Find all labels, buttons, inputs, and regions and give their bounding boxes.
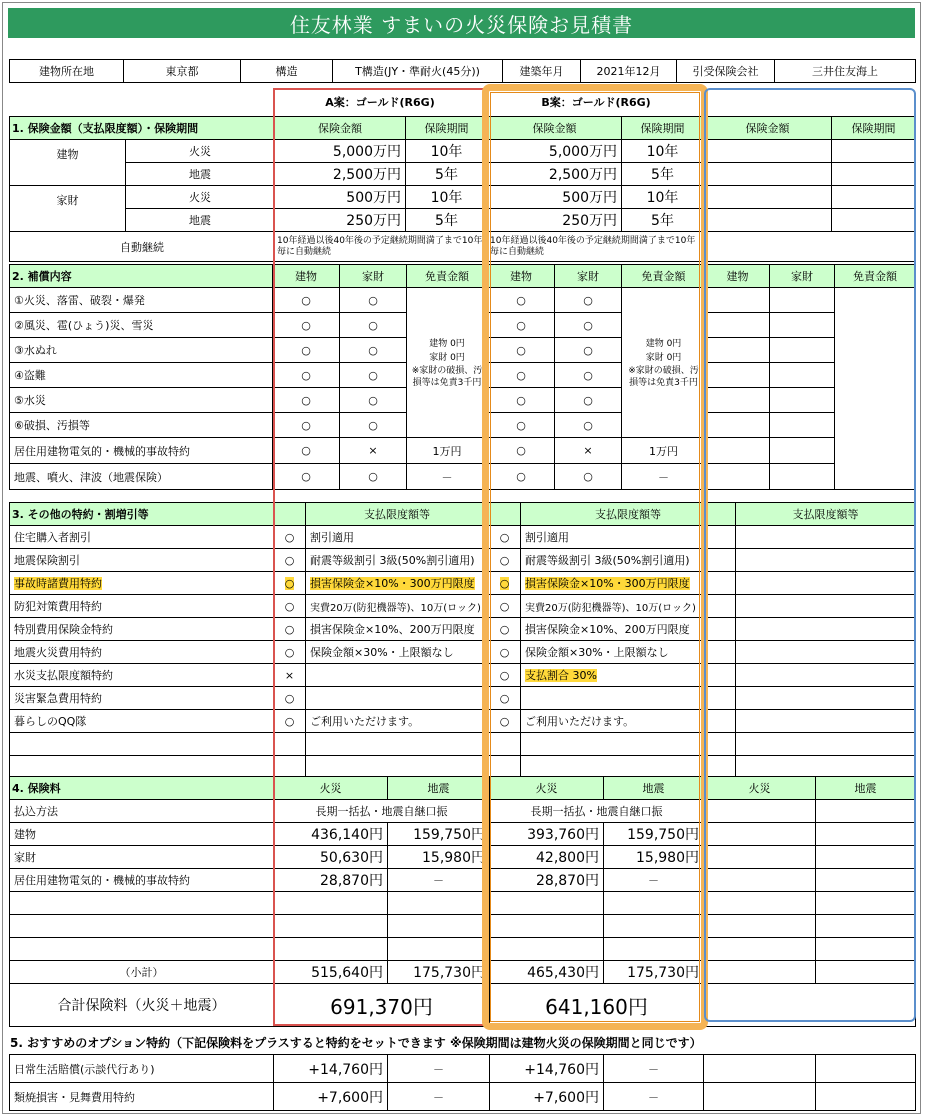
coverage-item: ②風災、雹(ひょう)災、雪災 — [10, 313, 273, 338]
b-subtotal-quake: 175,730円 — [604, 961, 704, 984]
option-text — [521, 687, 736, 710]
option-text: 損害保険金×10%、200万円限度 — [521, 618, 736, 641]
a-building-fire-period: 10年 — [406, 140, 488, 163]
b-contents-fire-period: 10年 — [622, 186, 704, 209]
mark: ○ — [274, 618, 306, 641]
a-contents-fire-period: 10年 — [406, 186, 488, 209]
rec-option-label: 類焼損害・見舞費用特約 — [10, 1083, 274, 1111]
section2-title: 2. 補償内容 — [10, 265, 273, 288]
premium-value: 28,870円 — [274, 869, 388, 892]
premium-label: 居住用建物電気的・機械的事故特約 — [10, 869, 274, 892]
deduct-value: － — [407, 464, 488, 490]
option-text: 耐震等級割引 3級(50%割引適用) — [521, 549, 736, 572]
mark: ○ — [340, 413, 407, 438]
pay-method-label: 払込方法 — [10, 800, 274, 823]
section5-title: 5. おすすめのオプション特約（下記保険料をプラスすると特約をセットできます ※保険期間は建物火災の保険期間と同じです） — [10, 1036, 702, 1050]
option-text: 耐震等級割引 3級(50%割引適用) — [306, 549, 489, 572]
mark: ○ — [273, 363, 340, 388]
mark: ○ — [274, 641, 306, 664]
b-building-quake-amount: 2,500万円 — [488, 163, 622, 186]
option-label: 暮らしのQQ隊 — [10, 710, 274, 733]
a-quake-header: 地震 — [388, 777, 490, 800]
option-text: ご利用いただけます。 — [306, 710, 489, 733]
mark: × — [274, 664, 306, 687]
mark: ○ — [273, 438, 340, 464]
a-amount-header: 保険金額 — [275, 117, 406, 140]
mark: × — [555, 438, 622, 464]
option-label: 住宅購入者割引 — [10, 526, 274, 549]
coverage-item: ③水ぬれ — [10, 338, 273, 363]
c-period-header: 保険期間 — [832, 117, 916, 140]
mark: ○ — [273, 388, 340, 413]
insurer-value: 三井住友海上 — [775, 60, 916, 83]
mark: ○ — [274, 526, 306, 549]
b-building-quake-period: 5年 — [622, 163, 704, 186]
mark: ○ — [340, 288, 407, 313]
coverage-item-quake: 地震、噴火、津波（地震保険） — [10, 464, 273, 490]
mark: ○ — [555, 338, 622, 363]
plan-a-label: A案：ゴールド(R6G) — [325, 96, 435, 109]
premium-table — [9, 776, 916, 1027]
info-table — [9, 59, 916, 83]
mark: ○ — [273, 338, 340, 363]
premium-value: 28,870円 — [490, 869, 604, 892]
b-quake-header: 地震 — [604, 777, 704, 800]
rec-option-a: +7,600円 — [274, 1083, 388, 1111]
page-title: 住友林業 すまいの火災保険お見積書 — [8, 8, 915, 38]
structure-value: T構造(JY・準耐火(45分)) — [333, 60, 503, 83]
premium-value: 159,750円 — [388, 823, 490, 846]
deduct-value: － — [622, 464, 706, 490]
mark: ○ — [488, 363, 555, 388]
mark: ○ — [274, 549, 306, 572]
a-pay-method: 長期一括払・地震自継口振 — [274, 800, 490, 823]
b-building-fire-period: 10年 — [622, 140, 704, 163]
b-contents-quake-period: 5年 — [622, 209, 704, 232]
mark: ○ — [274, 595, 306, 618]
mark: ○ — [340, 388, 407, 413]
recommended-options-table — [9, 1054, 916, 1111]
b-fire-header: 火災 — [490, 777, 604, 800]
option-text: 損害保険金×10%・300万円限度 — [310, 577, 475, 590]
mark: ○ — [488, 464, 555, 490]
mark: ○ — [274, 710, 306, 733]
b-contents-quake-amount: 250万円 — [488, 209, 622, 232]
option-label: 水災支払限度額特約 — [10, 664, 274, 687]
fire-label: 火災 — [126, 186, 275, 209]
b-deduct-note: ※家財の破損、汚損等は免責3千円 — [628, 365, 699, 388]
a-subtotal-quake: 175,730円 — [388, 961, 490, 984]
option-text — [306, 687, 489, 710]
location-label: 建物所在地 — [10, 60, 124, 83]
mark: × — [340, 438, 407, 464]
mark: ○ — [273, 313, 340, 338]
b-building-header: 建物 — [488, 265, 555, 288]
option-text: ご利用いただけます。 — [521, 710, 736, 733]
built-label: 建築年月 — [503, 60, 581, 83]
insurer-label: 引受保険会社 — [677, 60, 775, 83]
mark: ○ — [555, 388, 622, 413]
option-text: 保険金額×30%・上限額なし — [306, 641, 489, 664]
c-amount-header: 保険金額 — [704, 117, 832, 140]
a-building-fire-amount: 5,000万円 — [275, 140, 406, 163]
mark: ○ — [488, 413, 555, 438]
mark: ○ — [488, 388, 555, 413]
premium-value: 15,980円 — [604, 846, 704, 869]
b-total: 641,160円 — [490, 984, 704, 1027]
fire-label: 火災 — [126, 140, 275, 163]
option-text: 実費20万(防犯機器等)、10万(ロック) — [521, 595, 736, 618]
section1-title: 1. 保険金額（支払限度額）・保険期間 — [10, 117, 275, 140]
option-label: 地震火災費用特約 — [10, 641, 274, 664]
rec-option-b: +14,760円 — [490, 1055, 604, 1083]
premium-label: 建物 — [10, 823, 274, 846]
option-label: 地震保険割引 — [10, 549, 274, 572]
mark: ○ — [274, 687, 306, 710]
auto-renew-label: 自動継続 — [10, 232, 275, 262]
b-deduct-header: 免責金額 — [622, 265, 706, 288]
premium-value: 393,760円 — [490, 823, 604, 846]
option-text: 割引適用 — [306, 526, 489, 549]
coverage-item-elec: 居住用建物電気的・機械的事故特約 — [10, 438, 273, 464]
plan-b-label: B案：ゴールド(R6G) — [541, 96, 651, 109]
a-contents-fire-amount: 500万円 — [275, 186, 406, 209]
mark: ○ — [488, 338, 555, 363]
mark: ○ — [488, 438, 555, 464]
b-auto-renew: 10年経過以後40年後の予定継続期間満了まで10年毎に自動継続 — [488, 232, 704, 262]
mark: ○ — [340, 464, 407, 490]
mark: ○ — [489, 549, 521, 572]
mark: ○ — [489, 618, 521, 641]
a-period-header: 保険期間 — [406, 117, 488, 140]
location-value: 東京都 — [124, 60, 241, 83]
option-text: 損害保険金×10%、200万円限度 — [306, 618, 489, 641]
rec-option-b: +7,600円 — [490, 1083, 604, 1111]
mark: ○ — [555, 413, 622, 438]
section3-title: 3. その他の特約・割増引等 — [10, 503, 274, 526]
mark: ○ — [488, 313, 555, 338]
mark: ○ — [499, 576, 510, 590]
option-text: 支払割合 30% — [525, 669, 597, 682]
coverage-item: ⑤水災 — [10, 388, 273, 413]
premium-value: 42,800円 — [490, 846, 604, 869]
a-deduct-header: 免責金額 — [407, 265, 488, 288]
a-building-header: 建物 — [273, 265, 340, 288]
a-contents-quake-amount: 250万円 — [275, 209, 406, 232]
a-fire-header: 火災 — [274, 777, 388, 800]
c-limit-header: 支払限度額等 — [736, 503, 916, 526]
deduct-value: 1万円 — [407, 438, 488, 464]
a-deduct-building: 建物 0円 — [429, 338, 465, 349]
mark: ○ — [340, 363, 407, 388]
rec-option-label: 日常生活賠償(示談代行あり) — [10, 1055, 274, 1083]
c-fire-header: 火災 — [704, 777, 816, 800]
mark: ○ — [488, 288, 555, 313]
premium-value: － — [604, 869, 704, 892]
b-contents-fire-amount: 500万円 — [488, 186, 622, 209]
mark: ○ — [555, 288, 622, 313]
b-period-header: 保険期間 — [622, 117, 704, 140]
structure-label: 構造 — [241, 60, 333, 83]
rec-option-b2: － — [604, 1055, 704, 1083]
mark: ○ — [340, 313, 407, 338]
a-contents-header: 家財 — [340, 265, 407, 288]
b-subtotal-fire: 465,430円 — [490, 961, 604, 984]
coverage-item: ①火災、落雷、破裂・爆発 — [10, 288, 273, 313]
b-pay-method: 長期一括払・地震自継口振 — [490, 800, 704, 823]
a-building-quake-amount: 2,500万円 — [275, 163, 406, 186]
option-text: 損害保険金×10%・300万円限度 — [525, 577, 690, 590]
a-subtotal-fire: 515,640円 — [274, 961, 388, 984]
rec-option-a2: － — [388, 1083, 490, 1111]
c-quake-header: 地震 — [816, 777, 916, 800]
c-deduct-header: 免責金額 — [835, 265, 916, 288]
coverage-amount-table — [9, 116, 916, 262]
premium-value: 159,750円 — [604, 823, 704, 846]
rec-option-a: +14,760円 — [274, 1055, 388, 1083]
a-auto-renew: 10年経過以後40年後の予定継続期間満了まで10年毎に自動継続 — [275, 232, 488, 262]
mark: ○ — [273, 413, 340, 438]
a-deduct-note: ※家財の破損、汚損等は免責3千円 — [411, 365, 483, 388]
mark: ○ — [555, 363, 622, 388]
mark: ○ — [489, 595, 521, 618]
mark: ○ — [284, 576, 295, 590]
b-deduct-contents: 家財 0円 — [645, 352, 682, 363]
a-deduct-contents: 家財 0円 — [429, 352, 465, 363]
option-text — [306, 664, 489, 687]
mark: ○ — [555, 313, 622, 338]
deduct-value: 1万円 — [622, 438, 706, 464]
mark: ○ — [555, 464, 622, 490]
b-deduct-building: 建物 0円 — [645, 338, 682, 349]
coverage-detail-table — [9, 264, 916, 490]
built-value: 2021年12月 — [581, 60, 677, 83]
option-text: 保険金額×30%・上限額なし — [521, 641, 736, 664]
b-contents-header: 家財 — [555, 265, 622, 288]
coverage-item: ④盗難 — [10, 363, 273, 388]
b-limit-header: 支払限度額等 — [521, 503, 736, 526]
option-text: 実費20万(防犯機器等)、10万(ロック) — [306, 595, 489, 618]
option-label: 特別費用保険金特約 — [10, 618, 274, 641]
mark: ○ — [340, 338, 407, 363]
mark: ○ — [489, 664, 521, 687]
premium-value: 50,630円 — [274, 846, 388, 869]
mark: ○ — [273, 464, 340, 490]
option-label: 災害緊急費用特約 — [10, 687, 274, 710]
option-label: 事故時諸費用特約 — [14, 577, 102, 590]
contents-label: 家財 — [10, 186, 126, 232]
premium-value: 15,980円 — [388, 846, 490, 869]
section4-title: 4. 保険料 — [10, 777, 274, 800]
rec-option-a2: － — [388, 1055, 490, 1083]
a-total: 691,370円 — [274, 984, 490, 1027]
c-building-header: 建物 — [706, 265, 770, 288]
mark: ○ — [489, 687, 521, 710]
premium-label: 家財 — [10, 846, 274, 869]
premium-value: － — [388, 869, 490, 892]
mark: ○ — [273, 288, 340, 313]
a-limit-header: 支払限度額等 — [306, 503, 489, 526]
subtotal-label: （小計） — [10, 961, 274, 984]
a-contents-quake-period: 5年 — [406, 209, 488, 232]
quake-label: 地震 — [126, 209, 275, 232]
total-label: 合計保険料（火災＋地震） — [10, 984, 274, 1027]
a-building-quake-period: 5年 — [406, 163, 488, 186]
option-text: 割引適用 — [521, 526, 736, 549]
option-label: 防犯対策費用特約 — [10, 595, 274, 618]
premium-value: 436,140円 — [274, 823, 388, 846]
coverage-item: ⑥破損、汚損等 — [10, 413, 273, 438]
b-building-fire-amount: 5,000万円 — [488, 140, 622, 163]
rec-option-b2: － — [604, 1083, 704, 1111]
quake-label: 地震 — [126, 163, 275, 186]
building-label: 建物 — [10, 140, 126, 186]
mark: ○ — [489, 641, 521, 664]
options-table — [9, 502, 916, 779]
mark: ○ — [489, 526, 521, 549]
mark: ○ — [489, 710, 521, 733]
c-contents-header: 家財 — [770, 265, 835, 288]
b-amount-header: 保険金額 — [488, 117, 622, 140]
